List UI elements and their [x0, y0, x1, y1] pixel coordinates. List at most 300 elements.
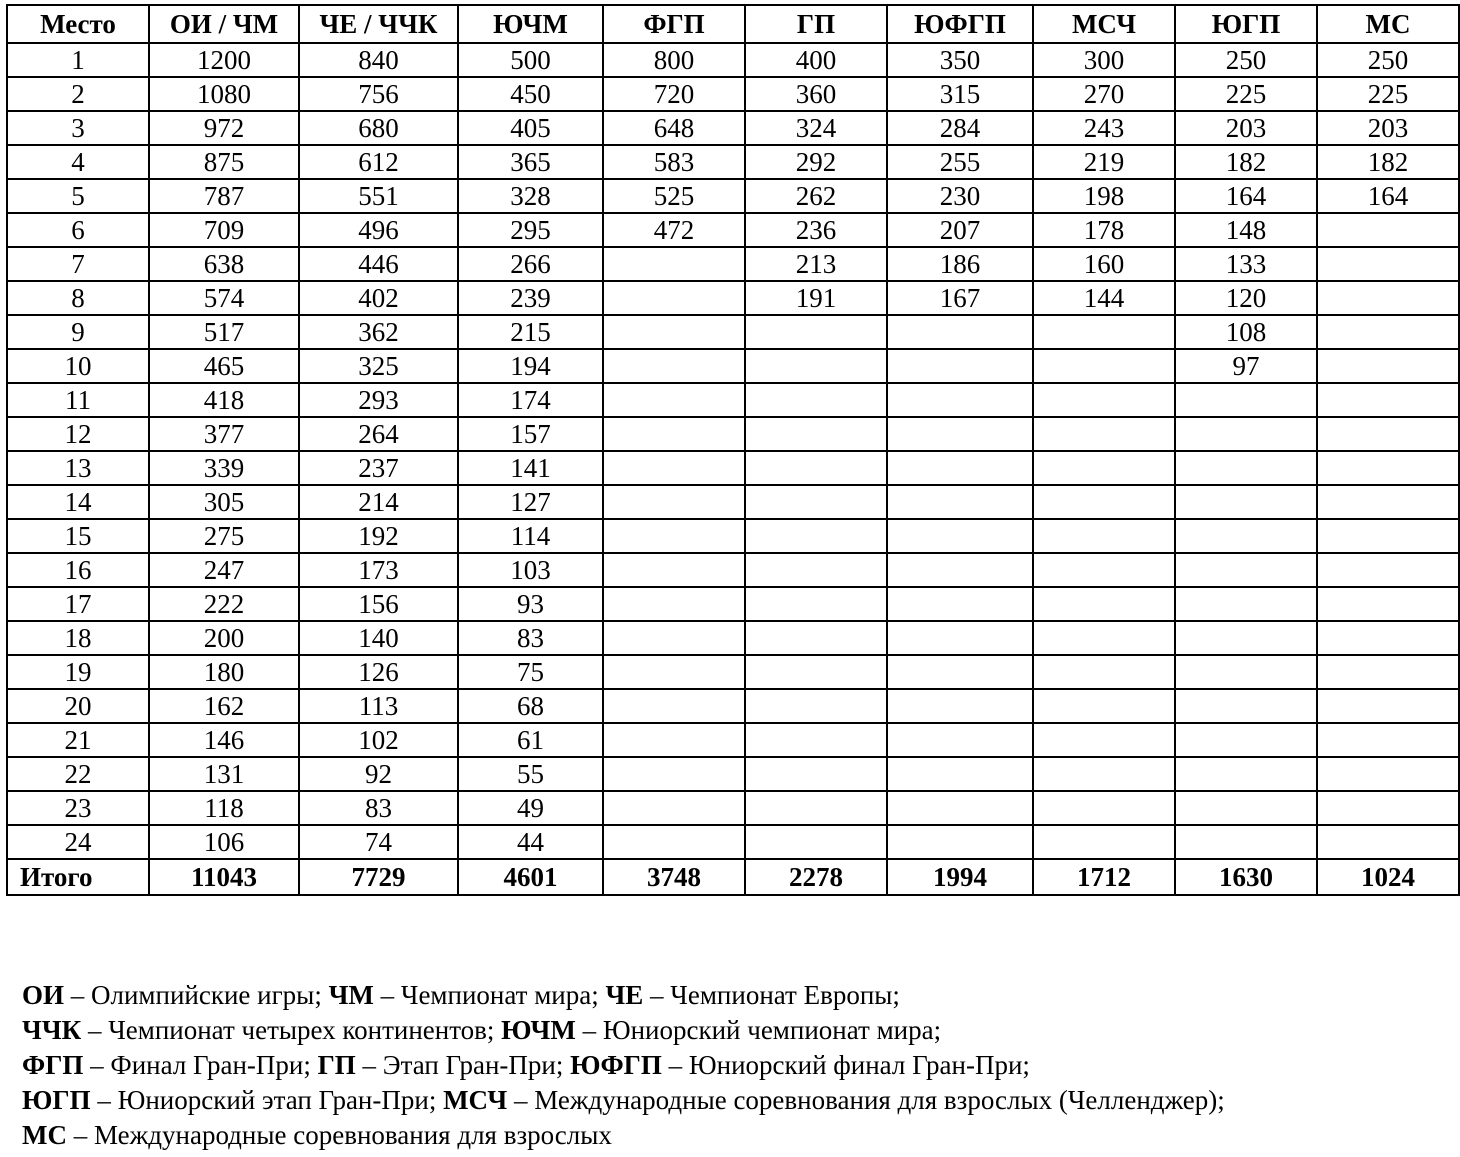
points-cell: 264 [299, 417, 458, 451]
points-cell [603, 723, 745, 757]
points-cell: 360 [745, 77, 887, 111]
points-cell: 648 [603, 111, 745, 145]
points-cell: 418 [149, 383, 299, 417]
points-cell: 131 [149, 757, 299, 791]
points-cell: 262 [745, 179, 887, 213]
points-cell [1175, 451, 1317, 485]
points-cell [887, 757, 1033, 791]
points-cell [887, 383, 1033, 417]
column-header-place: Место [7, 5, 149, 43]
points-cell: 295 [458, 213, 603, 247]
points-cell [603, 655, 745, 689]
place-cell: 6 [7, 213, 149, 247]
points-cell: 305 [149, 485, 299, 519]
points-cell: 44 [458, 825, 603, 859]
place-cell: 24 [7, 825, 149, 859]
points-cell: 215 [458, 315, 603, 349]
place-cell: 4 [7, 145, 149, 179]
points-cell: 275 [149, 519, 299, 553]
table-row [7, 689, 1459, 723]
points-cell: 93 [458, 587, 603, 621]
place-cell: 20 [7, 689, 149, 723]
points-cell: 787 [149, 179, 299, 213]
points-cell [887, 689, 1033, 723]
points-cell: 972 [149, 111, 299, 145]
points-table [6, 4, 1460, 896]
legend-line [22, 1013, 1442, 1048]
points-cell [603, 825, 745, 859]
total-cell: 1712 [1033, 859, 1175, 895]
points-cell [1033, 655, 1175, 689]
place-cell: 16 [7, 553, 149, 587]
points-cell: 583 [603, 145, 745, 179]
points-cell: 517 [149, 315, 299, 349]
points-cell: 402 [299, 281, 458, 315]
place-cell: 22 [7, 757, 149, 791]
points-cell: 164 [1175, 179, 1317, 213]
points-cell: 198 [1033, 179, 1175, 213]
points-cell [1317, 825, 1459, 859]
points-cell [887, 451, 1033, 485]
points-cell [1317, 485, 1459, 519]
points-cell: 237 [299, 451, 458, 485]
points-cell [603, 757, 745, 791]
place-cell: 2 [7, 77, 149, 111]
points-cell [745, 655, 887, 689]
points-cell: 292 [745, 145, 887, 179]
points-cell [745, 485, 887, 519]
points-cell: 103 [458, 553, 603, 587]
points-cell: 192 [299, 519, 458, 553]
points-cell [1317, 655, 1459, 689]
table-row [7, 315, 1459, 349]
column-header: МС [1317, 5, 1459, 43]
points-cell [887, 315, 1033, 349]
points-cell [745, 553, 887, 587]
points-cell [603, 315, 745, 349]
legend-description: – Юниорский этап Гран-При; [90, 1085, 444, 1115]
points-cell: 638 [149, 247, 299, 281]
points-cell [745, 757, 887, 791]
points-cell: 720 [603, 77, 745, 111]
points-cell [603, 689, 745, 723]
points-cell: 186 [887, 247, 1033, 281]
points-cell: 157 [458, 417, 603, 451]
legend-line [22, 1118, 1442, 1153]
column-header: ЮГП [1175, 5, 1317, 43]
points-cell [887, 791, 1033, 825]
table-row [7, 43, 1459, 77]
points-cell [1317, 213, 1459, 247]
header-row [7, 5, 1459, 43]
points-cell: 75 [458, 655, 603, 689]
total-cell: 2278 [745, 859, 887, 895]
points-cell: 243 [1033, 111, 1175, 145]
points-cell: 164 [1317, 179, 1459, 213]
points-cell [1175, 417, 1317, 451]
points-cell [1317, 247, 1459, 281]
points-cell [745, 349, 887, 383]
points-cell: 207 [887, 213, 1033, 247]
points-cell [1033, 757, 1175, 791]
points-cell [603, 519, 745, 553]
points-cell [745, 383, 887, 417]
points-cell: 200 [149, 621, 299, 655]
points-cell [745, 689, 887, 723]
points-cell: 1080 [149, 77, 299, 111]
column-header: ЮФГП [887, 5, 1033, 43]
points-cell [1175, 825, 1317, 859]
points-cell: 61 [458, 723, 603, 757]
points-cell [1317, 757, 1459, 791]
points-cell: 365 [458, 145, 603, 179]
points-cell [603, 621, 745, 655]
place-cell: 13 [7, 451, 149, 485]
points-cell [1033, 723, 1175, 757]
points-cell: 146 [149, 723, 299, 757]
points-cell: 875 [149, 145, 299, 179]
legend-abbreviation: ОИ [22, 980, 65, 1010]
points-cell [1033, 825, 1175, 859]
points-cell [745, 417, 887, 451]
points-cell [1317, 451, 1459, 485]
total-cell: 4601 [458, 859, 603, 895]
points-cell: 800 [603, 43, 745, 77]
points-cell: 328 [458, 179, 603, 213]
legend-line [22, 1083, 1442, 1118]
points-cell: 173 [299, 553, 458, 587]
points-cell [887, 519, 1033, 553]
total-cell: 3748 [603, 859, 745, 895]
points-cell [1033, 383, 1175, 417]
points-cell: 709 [149, 213, 299, 247]
legend-abbreviation: МСЧ [443, 1085, 508, 1115]
points-cell [1175, 553, 1317, 587]
place-cell: 18 [7, 621, 149, 655]
points-cell [603, 485, 745, 519]
points-cell: 230 [887, 179, 1033, 213]
points-cell: 612 [299, 145, 458, 179]
table-row [7, 825, 1459, 859]
legend-description: – Олимпийские игры; [64, 980, 329, 1010]
points-cell [1175, 757, 1317, 791]
points-cell [887, 723, 1033, 757]
points-cell: 551 [299, 179, 458, 213]
points-cell: 162 [149, 689, 299, 723]
points-cell: 114 [458, 519, 603, 553]
points-cell [887, 655, 1033, 689]
points-cell: 191 [745, 281, 887, 315]
table-row [7, 655, 1459, 689]
points-cell [1033, 417, 1175, 451]
legend-abbreviation: ЧЧК [22, 1015, 82, 1045]
table-row [7, 417, 1459, 451]
table-row [7, 791, 1459, 825]
points-cell: 266 [458, 247, 603, 281]
place-cell: 23 [7, 791, 149, 825]
points-cell: 126 [299, 655, 458, 689]
table-body [7, 43, 1459, 895]
points-cell [603, 417, 745, 451]
points-cell [1175, 519, 1317, 553]
points-cell [1033, 689, 1175, 723]
points-cell: 324 [745, 111, 887, 145]
points-cell [1317, 417, 1459, 451]
points-cell: 92 [299, 757, 458, 791]
points-cell: 160 [1033, 247, 1175, 281]
points-cell: 270 [1033, 77, 1175, 111]
place-cell: 7 [7, 247, 149, 281]
points-cell: 141 [458, 451, 603, 485]
points-cell [1175, 791, 1317, 825]
place-cell: 11 [7, 383, 149, 417]
points-cell [603, 451, 745, 485]
points-cell: 222 [149, 587, 299, 621]
points-cell [745, 315, 887, 349]
points-cell: 247 [149, 553, 299, 587]
table-row [7, 111, 1459, 145]
points-cell: 400 [745, 43, 887, 77]
points-cell [1175, 383, 1317, 417]
points-cell: 405 [458, 111, 603, 145]
points-cell: 106 [149, 825, 299, 859]
table-row [7, 757, 1459, 791]
points-cell: 178 [1033, 213, 1175, 247]
points-cell: 133 [1175, 247, 1317, 281]
points-cell: 525 [603, 179, 745, 213]
points-cell: 203 [1317, 111, 1459, 145]
points-cell: 182 [1317, 145, 1459, 179]
legend-description: – Международные соревнования для взрослых (Челленджер); [507, 1085, 1225, 1115]
points-cell: 83 [458, 621, 603, 655]
points-cell: 97 [1175, 349, 1317, 383]
total-cell: 1994 [887, 859, 1033, 895]
points-cell [1175, 587, 1317, 621]
total-cell: 11043 [149, 859, 299, 895]
points-cell [887, 825, 1033, 859]
points-cell [887, 587, 1033, 621]
points-cell: 219 [1033, 145, 1175, 179]
points-cell: 118 [149, 791, 299, 825]
total-cell: 1630 [1175, 859, 1317, 895]
legend-description: – Чемпионат Европы; [643, 980, 900, 1010]
column-header: ЮЧМ [458, 5, 603, 43]
points-cell: 236 [745, 213, 887, 247]
points-cell [1033, 587, 1175, 621]
place-cell: 19 [7, 655, 149, 689]
points-cell: 194 [458, 349, 603, 383]
points-cell: 203 [1175, 111, 1317, 145]
column-header: ЧЕ / ЧЧК [299, 5, 458, 43]
legend-abbreviation: ЮГП [22, 1085, 91, 1115]
legend-description: – Юниорский финал Гран-При; [661, 1050, 1030, 1080]
points-cell [603, 587, 745, 621]
points-cell: 214 [299, 485, 458, 519]
points-cell: 120 [1175, 281, 1317, 315]
points-cell: 496 [299, 213, 458, 247]
place-cell: 8 [7, 281, 149, 315]
legend-description: – Чемпионат мира; [373, 980, 606, 1010]
points-cell [1033, 451, 1175, 485]
points-cell: 840 [299, 43, 458, 77]
points-cell: 250 [1317, 43, 1459, 77]
legend [22, 978, 1442, 1153]
column-header: ФГП [603, 5, 745, 43]
points-cell: 472 [603, 213, 745, 247]
table-row [7, 485, 1459, 519]
table-row [7, 587, 1459, 621]
points-cell: 1200 [149, 43, 299, 77]
points-cell [1317, 621, 1459, 655]
legend-description: – Юниорский чемпионат мира; [575, 1015, 942, 1045]
points-cell [1317, 587, 1459, 621]
table-row [7, 723, 1459, 757]
table-row [7, 247, 1459, 281]
total-row [7, 859, 1459, 895]
points-cell [1317, 349, 1459, 383]
place-cell: 1 [7, 43, 149, 77]
points-cell: 300 [1033, 43, 1175, 77]
points-cell [1033, 315, 1175, 349]
points-cell [745, 451, 887, 485]
place-cell: 14 [7, 485, 149, 519]
points-cell [603, 791, 745, 825]
points-cell [1033, 791, 1175, 825]
points-cell: 225 [1175, 77, 1317, 111]
points-cell: 156 [299, 587, 458, 621]
table-row [7, 621, 1459, 655]
points-cell: 102 [299, 723, 458, 757]
points-cell [1175, 621, 1317, 655]
legend-abbreviation: МС [22, 1120, 67, 1150]
points-cell: 182 [1175, 145, 1317, 179]
column-header: ГП [745, 5, 887, 43]
points-cell: 49 [458, 791, 603, 825]
points-cell [1317, 791, 1459, 825]
legend-abbreviation: ЧМ [328, 980, 374, 1010]
points-cell: 225 [1317, 77, 1459, 111]
legend-abbreviation: ЮЧМ [501, 1015, 576, 1045]
total-cell: 7729 [299, 859, 458, 895]
points-cell: 350 [887, 43, 1033, 77]
points-cell: 113 [299, 689, 458, 723]
points-cell [887, 553, 1033, 587]
points-cell [1317, 383, 1459, 417]
points-cell: 180 [149, 655, 299, 689]
legend-abbreviation: ЮФГП [570, 1050, 662, 1080]
place-cell: 12 [7, 417, 149, 451]
table-row [7, 281, 1459, 315]
points-cell: 315 [887, 77, 1033, 111]
place-cell: 5 [7, 179, 149, 213]
points-cell [1317, 553, 1459, 587]
legend-description: – Международные соревнования для взрослых [66, 1120, 612, 1150]
points-cell [887, 485, 1033, 519]
place-cell: 3 [7, 111, 149, 145]
points-cell: 446 [299, 247, 458, 281]
legend-abbreviation: ГП [317, 1050, 356, 1080]
points-cell: 450 [458, 77, 603, 111]
legend-description: – Финал Гран-При; [83, 1050, 318, 1080]
points-cell: 55 [458, 757, 603, 791]
points-cell [1033, 485, 1175, 519]
place-cell: 15 [7, 519, 149, 553]
points-cell: 250 [1175, 43, 1317, 77]
points-cell: 377 [149, 417, 299, 451]
points-cell: 465 [149, 349, 299, 383]
points-cell [745, 587, 887, 621]
points-cell: 500 [458, 43, 603, 77]
points-cell [887, 621, 1033, 655]
points-cell: 127 [458, 485, 603, 519]
points-cell [1317, 281, 1459, 315]
points-cell [745, 621, 887, 655]
points-cell [603, 553, 745, 587]
points-cell: 339 [149, 451, 299, 485]
points-cell: 255 [887, 145, 1033, 179]
points-cell [1317, 723, 1459, 757]
points-cell [1175, 689, 1317, 723]
legend-description: – Чемпионат четырех континентов; [81, 1015, 502, 1045]
points-cell [1317, 315, 1459, 349]
table-row [7, 145, 1459, 179]
points-cell [1033, 349, 1175, 383]
table-row [7, 179, 1459, 213]
points-cell [1175, 485, 1317, 519]
total-cell: 1024 [1317, 859, 1459, 895]
points-cell: 174 [458, 383, 603, 417]
points-cell: 284 [887, 111, 1033, 145]
points-cell [1175, 655, 1317, 689]
points-cell: 148 [1175, 213, 1317, 247]
points-cell: 74 [299, 825, 458, 859]
points-cell [1033, 621, 1175, 655]
points-cell [1317, 689, 1459, 723]
table-row [7, 519, 1459, 553]
table-row [7, 383, 1459, 417]
total-label: Итого [7, 859, 149, 895]
points-cell: 108 [1175, 315, 1317, 349]
points-cell: 574 [149, 281, 299, 315]
points-cell [1175, 723, 1317, 757]
table-row [7, 349, 1459, 383]
points-cell: 140 [299, 621, 458, 655]
place-cell: 21 [7, 723, 149, 757]
legend-description: – Этап Гран-При; [355, 1050, 571, 1080]
points-cell [745, 791, 887, 825]
legend-abbreviation: ФГП [22, 1050, 84, 1080]
points-cell: 167 [887, 281, 1033, 315]
points-cell [745, 519, 887, 553]
points-cell: 239 [458, 281, 603, 315]
legend-line [22, 1048, 1442, 1083]
points-cell [1033, 553, 1175, 587]
points-cell: 144 [1033, 281, 1175, 315]
table-row [7, 451, 1459, 485]
table-row [7, 553, 1459, 587]
points-cell [603, 383, 745, 417]
points-cell [745, 723, 887, 757]
points-cell [1033, 519, 1175, 553]
points-cell [603, 247, 745, 281]
points-cell: 83 [299, 791, 458, 825]
table-row [7, 77, 1459, 111]
points-cell: 213 [745, 247, 887, 281]
legend-abbreviation: ЧЕ [605, 980, 644, 1010]
points-cell [603, 349, 745, 383]
place-cell: 17 [7, 587, 149, 621]
legend-line [22, 978, 1442, 1013]
